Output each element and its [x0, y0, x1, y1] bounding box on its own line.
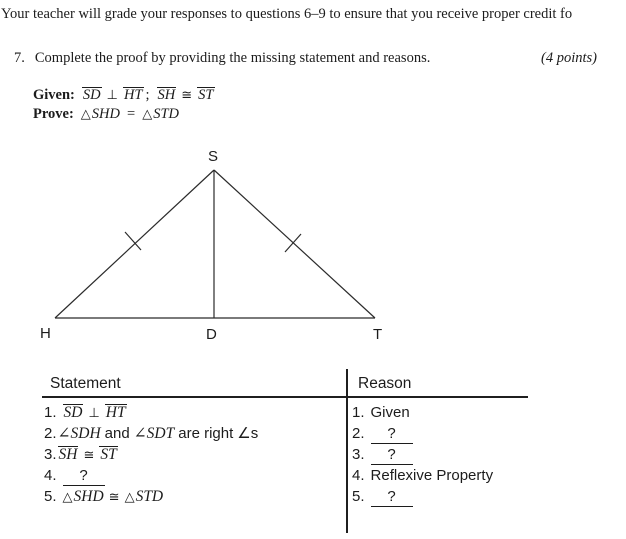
triangle-symbol: △	[62, 490, 73, 505]
conjunction: and	[104, 425, 130, 442]
reason-row-5	[352, 486, 493, 507]
reason-row-4	[352, 465, 493, 486]
row-number: 5.	[44, 488, 57, 505]
points-label: (4 points)	[541, 50, 597, 66]
reason-row-3	[352, 444, 493, 465]
triangle-symbol: △	[80, 107, 91, 122]
reason-text: Given	[370, 404, 410, 421]
reason-row-1	[352, 402, 493, 423]
statement-header: Statement	[50, 375, 121, 392]
side-st-line	[214, 170, 375, 318]
given-label: Given:	[33, 87, 75, 103]
row-number: 1.	[352, 404, 365, 421]
vertex-label-t: T	[373, 326, 383, 343]
perpendicular-symbol: ⊥	[88, 406, 100, 421]
triangle-shd: SHD	[73, 488, 104, 505]
segment-sd: SD	[63, 404, 83, 421]
reason-header: Reason	[358, 375, 412, 392]
statement-row-3	[44, 444, 258, 465]
column-divider-line	[346, 369, 348, 533]
side-hs-line	[55, 170, 214, 318]
answer-blank-reason-5: ?	[371, 488, 413, 507]
header-divider-line	[42, 396, 528, 398]
row-number: 1.	[44, 404, 57, 421]
are-right-text: are right	[178, 425, 234, 442]
congruent-symbol: ≅	[83, 448, 95, 463]
row-number: 5.	[352, 488, 365, 505]
congruent-symbol: ≅	[108, 490, 120, 505]
row-number: 4.	[44, 467, 57, 484]
congruent-symbol: ≅	[181, 88, 193, 103]
segment-ht: HT	[105, 404, 126, 421]
segment-sh: SH	[157, 87, 176, 103]
angle-sdt: ∠SDT	[133, 425, 175, 442]
triangle-symbol: △	[142, 107, 153, 122]
vertex-label-h: H	[40, 325, 51, 342]
row-number: 2.	[352, 425, 365, 442]
statement-row-2	[44, 423, 258, 444]
segment-ht: HT	[123, 87, 143, 103]
question-number: 7.	[14, 50, 25, 66]
triangle-symbol: △	[124, 490, 135, 505]
reason-column	[352, 402, 493, 507]
angles-abbrev: ∠s	[237, 425, 259, 442]
answer-blank-reason-3: ?	[371, 446, 413, 465]
semicolon: ;	[145, 87, 150, 103]
vertex-label-d: D	[206, 326, 217, 343]
angle-sdh: ∠SDH	[57, 425, 101, 442]
answer-blank-reason-2: ?	[371, 425, 413, 444]
vertex-label-s: S	[208, 148, 219, 165]
answer-blank-statement-4: ?	[63, 467, 105, 486]
segment-st: ST	[198, 87, 214, 103]
intro-text: Your teacher will grade your responses to questions 6–9 to ensure that you receive proper credit fo	[1, 6, 573, 22]
triangle-shd: SHD	[91, 106, 120, 122]
prove-label: Prove:	[33, 106, 74, 122]
segment-st: ST	[100, 446, 117, 463]
triangle-std: STD	[135, 488, 164, 505]
question-text: Complete the proof by providing the missing statement and reasons.	[34, 50, 431, 66]
row-number: 3.	[352, 446, 365, 463]
triangle-std: STD	[153, 106, 179, 122]
equals-symbol: =	[127, 106, 136, 122]
statement-row-1	[44, 402, 258, 423]
row-number: 4.	[352, 467, 365, 484]
statement-row-5	[44, 486, 258, 507]
row-number: 2.	[44, 425, 57, 442]
reason-text: Reflexive Property	[370, 467, 494, 484]
segment-sd: SD	[82, 87, 101, 103]
statement-row-4	[44, 465, 258, 486]
reason-row-2	[352, 423, 493, 444]
segment-sh: SH	[58, 446, 78, 463]
row-number: 3.	[44, 446, 57, 463]
statement-column	[44, 402, 258, 507]
perpendicular-symbol: ⊥	[106, 88, 118, 103]
